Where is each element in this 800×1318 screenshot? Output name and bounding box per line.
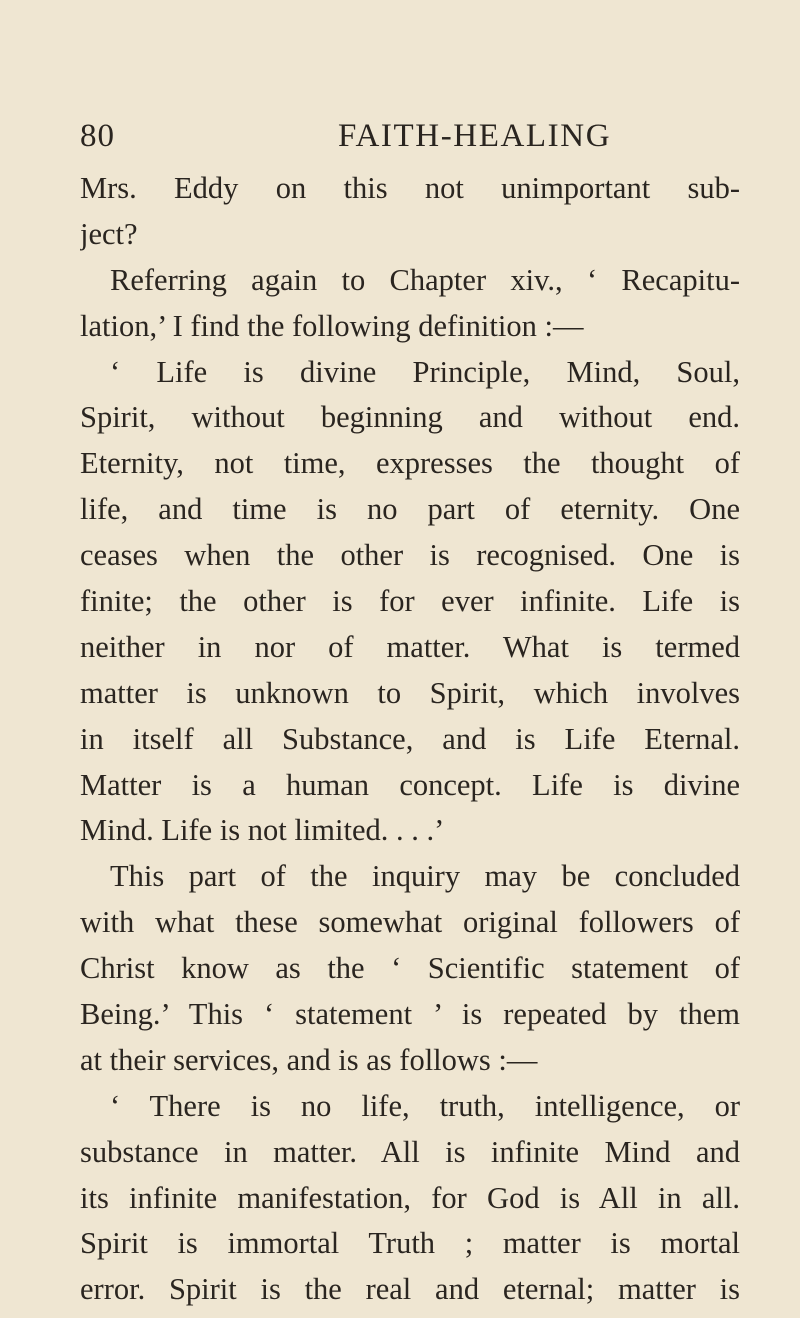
text-line-14: Matter is a human concept. Life is divine — [80, 767, 740, 802]
text-line-22: substance in matter. All is infinite Mind and — [80, 1134, 740, 1169]
text-line-21: ‘ There is no life, truth, intelligence, or — [110, 1088, 740, 1123]
text-line-15: Mind. Life is not limited. . . .’ — [80, 813, 445, 848]
text-line-20: at their services, and is as follows :— — [80, 1042, 538, 1077]
text-line-7: Eternity, not time, expresses the thought of — [80, 446, 740, 481]
text-line-13: in itself all Substance, and is Life Eternal. — [80, 721, 740, 756]
text-line-10: finite; the other is for ever infinite. Life is — [80, 584, 740, 619]
text-line-23: its infinite manifestation, for God is All in all. — [80, 1180, 740, 1215]
text-line-11: neither in nor of matter. What is termed — [80, 629, 740, 664]
text-line-8: life, and time is no part of eternity. One — [80, 492, 740, 527]
text-line-3: Referring again to Chapter xiv., ‘ Recapitu- — [110, 262, 740, 297]
body-text — [80, 166, 740, 1313]
text-line-5: ‘ Life is divine Principle, Mind, Soul, — [110, 354, 740, 389]
text-line-24: Spirit is immortal Truth ; matter is mortal — [80, 1226, 740, 1261]
text-line-17: with what these somewhat original followers of — [80, 905, 740, 940]
running-title: FAITH-HEALING — [338, 118, 612, 154]
text-line-2: ject? — [80, 216, 138, 251]
page-number: 80 — [80, 118, 115, 154]
text-line-16: This part of the inquiry may be concluded — [110, 859, 740, 894]
running-head — [80, 118, 740, 158]
text-line-18: Christ know as the ‘ Scientific statement of — [80, 951, 740, 986]
text-line-25: error. Spirit is the real and eternal; matter is — [80, 1272, 740, 1307]
text-line-19: Being.’ This ‘ statement ’ is repeated by them — [80, 997, 740, 1032]
text-line-4: lation,’ I find the following definition :— — [80, 308, 584, 343]
text-line-6: Spirit, without beginning and without end. — [80, 400, 740, 435]
text-line-1: Mrs. Eddy on this not unimportant sub- — [80, 171, 740, 205]
text-line-12: matter is unknown to Spirit, which involves — [80, 675, 740, 710]
text-line-9: ceases when the other is recognised. One is — [80, 538, 740, 573]
